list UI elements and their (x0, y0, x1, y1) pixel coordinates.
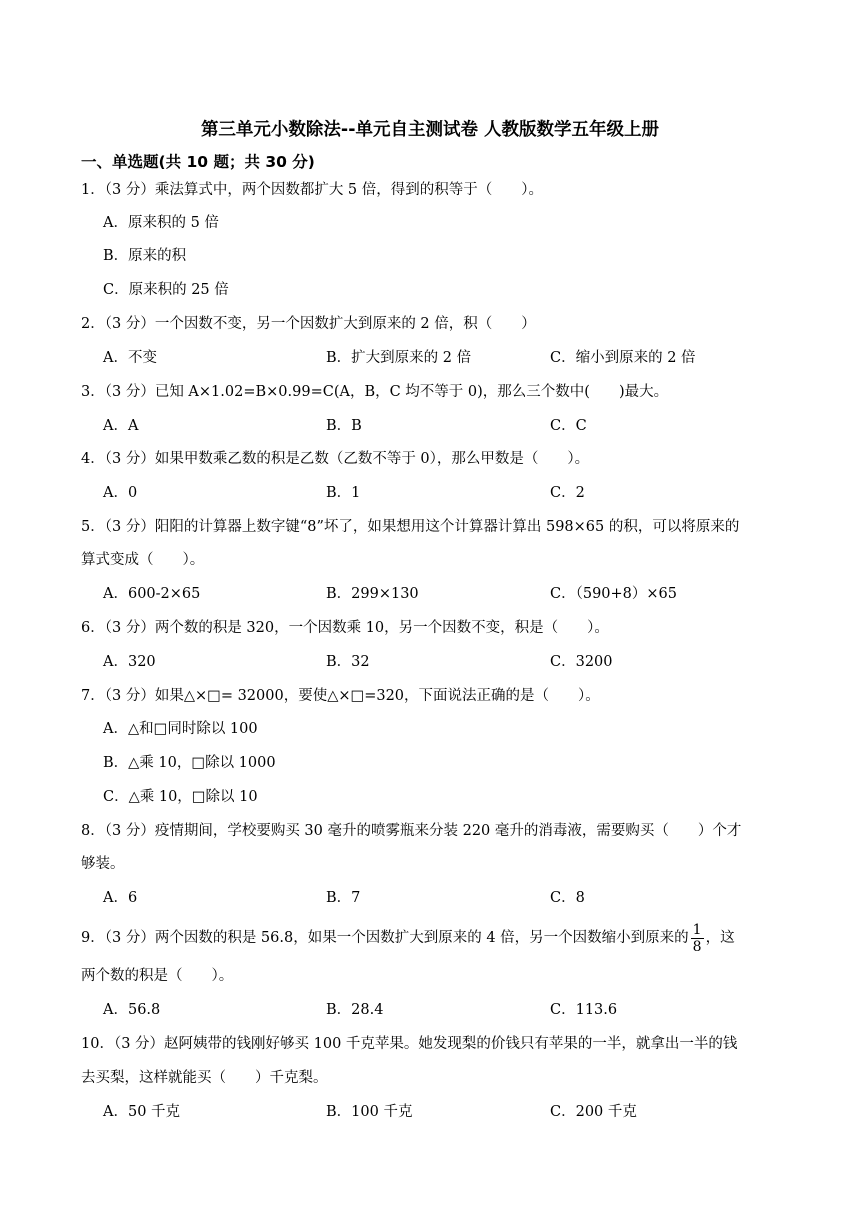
question-8-stem (81, 821, 781, 841)
question-text: （3 分）两个数的积是 320，一个因数乘 10，另一个因数不变，积是（ ）。 (104, 620, 609, 636)
question-3-stem (81, 382, 781, 402)
question-number: 8． (81, 823, 105, 839)
q5-option-a[interactable]: A．600-2×65 (103, 586, 201, 602)
question-text: （3 分）如果△×□= 32000，要使△×□=320，下面说法正确的是（ ）。 (104, 688, 600, 704)
q4-option-c[interactable]: C．2 (550, 485, 585, 501)
q10-option-c[interactable]: C．200 千克 (550, 1104, 637, 1120)
q4-option-b[interactable]: B．1 (326, 485, 361, 501)
q10-option-b[interactable]: B．100 千克 (326, 1104, 413, 1120)
q3-option-b[interactable]: B．B (326, 418, 362, 434)
q5-option-c[interactable]: C．（590+8）×65 (550, 586, 677, 602)
q9-option-a[interactable]: A．56.8 (103, 1002, 161, 1018)
q9-option-b[interactable]: B．28.4 (326, 1002, 384, 1018)
fraction-denominator: 8 (692, 938, 702, 955)
q8-option-c[interactable]: C．8 (550, 890, 585, 906)
q8-option-a[interactable]: A．6 (103, 890, 138, 906)
question-text: （3 分）一个因数不变，另一个因数扩大到原来的 2 倍，积（ ） (104, 316, 536, 332)
question-5-stem-cont: 算式变成（ ）。 (81, 552, 205, 568)
question-text: （3 分）两个因数的积是 56.8，如果一个因数扩大到原来的 4 倍，另一个因数缩小到原来的 (104, 930, 689, 946)
q2-option-a[interactable]: A．不变 (103, 350, 157, 366)
question-number: 10． (81, 1036, 114, 1052)
question-9-stem-cont: 两个数的积是（ ）。 (81, 968, 234, 984)
question-2-stem (81, 314, 781, 334)
q9-option-c[interactable]: C．113.6 (550, 1002, 618, 1018)
question-number: 9． (81, 930, 105, 946)
page-title: 第三单元小数除法--单元自主测试卷 人教版数学五年级上册 (200, 120, 660, 140)
question-7-stem (81, 686, 781, 706)
question-10-stem-cont: 去买梨，这样就能买（ ）千克梨。 (81, 1070, 328, 1086)
question-text-end: ，这 (705, 930, 735, 946)
fraction-numerator: 1 (692, 921, 702, 938)
q1-option-b[interactable]: B．原来的积 (103, 248, 187, 264)
q5-option-b[interactable]: B．299×130 (326, 586, 419, 602)
q2-option-c[interactable]: C．缩小到原来的 2 倍 (550, 350, 696, 366)
q1-option-c[interactable]: C．原来积的 25 倍 (103, 282, 229, 298)
question-text: （3 分）已知 A×1.02=B×0.99=C(A，B，C 均不等于 0)，那么三个数中( )最大。 (104, 384, 669, 400)
question-text: （3 分）乘法算式中，两个因数都扩大 5 倍，得到的积等于（ ）。 (104, 182, 544, 198)
question-8-stem-cont: 够装。 (81, 856, 125, 872)
question-number: 4． (81, 451, 105, 467)
q2-option-b[interactable]: B．扩大到原来的 2 倍 (326, 350, 472, 366)
question-number: 3． (81, 384, 105, 400)
q8-option-b[interactable]: B．7 (326, 890, 361, 906)
q7-option-b[interactable]: B．△乘 10，□除以 1000 (103, 755, 276, 771)
q3-option-a[interactable]: A．A (103, 418, 139, 434)
q7-option-a[interactable]: A．△和□同时除以 100 (103, 721, 258, 737)
question-number: 7． (81, 688, 105, 704)
q10-option-a[interactable]: A．50 千克 (103, 1104, 181, 1120)
question-text: （3 分）疫情期间，学校要购买 30 毫升的喷雾瓶来分装 220 毫升的消毒液，需要购买（ ）个才 (104, 823, 742, 839)
question-number: 1． (81, 182, 105, 198)
q4-option-a[interactable]: A．0 (103, 485, 138, 501)
question-9-stem (81, 920, 781, 956)
question-4-stem (81, 449, 781, 469)
question-10-stem (81, 1034, 781, 1054)
q3-option-c[interactable]: C．C (550, 418, 587, 434)
q6-option-c[interactable]: C．3200 (550, 654, 613, 670)
question-1-stem (81, 180, 781, 200)
question-text: （3 分）阳阳的计算器上数字键“8”坏了，如果想用这个计算器计算出 598×65 的积，可以将原来的 (104, 519, 740, 535)
section-heading: 一、单选题(共 10 题；共 30 分) (81, 153, 315, 171)
question-text: （3 分）赵阿姨带的钱刚好够买 100 千克苹果。她发现梨的价钱只有苹果的一半，就拿出一半的钱 (113, 1036, 738, 1052)
question-number: 2． (81, 316, 105, 332)
fraction (691, 922, 704, 955)
q6-option-b[interactable]: B．32 (326, 654, 370, 670)
question-text: （3 分）如果甲数乘乙数的积是乙数（乙数不等于 0），那么甲数是（ ）。 (104, 451, 590, 467)
question-number: 6． (81, 620, 105, 636)
q6-option-a[interactable]: A．320 (103, 654, 156, 670)
question-6-stem (81, 618, 781, 638)
question-number: 5． (81, 519, 105, 535)
q7-option-c[interactable]: C．△乘 10，□除以 10 (103, 789, 258, 805)
question-5-stem (81, 517, 781, 537)
q1-option-a[interactable]: A．原来积的 5 倍 (103, 215, 219, 231)
